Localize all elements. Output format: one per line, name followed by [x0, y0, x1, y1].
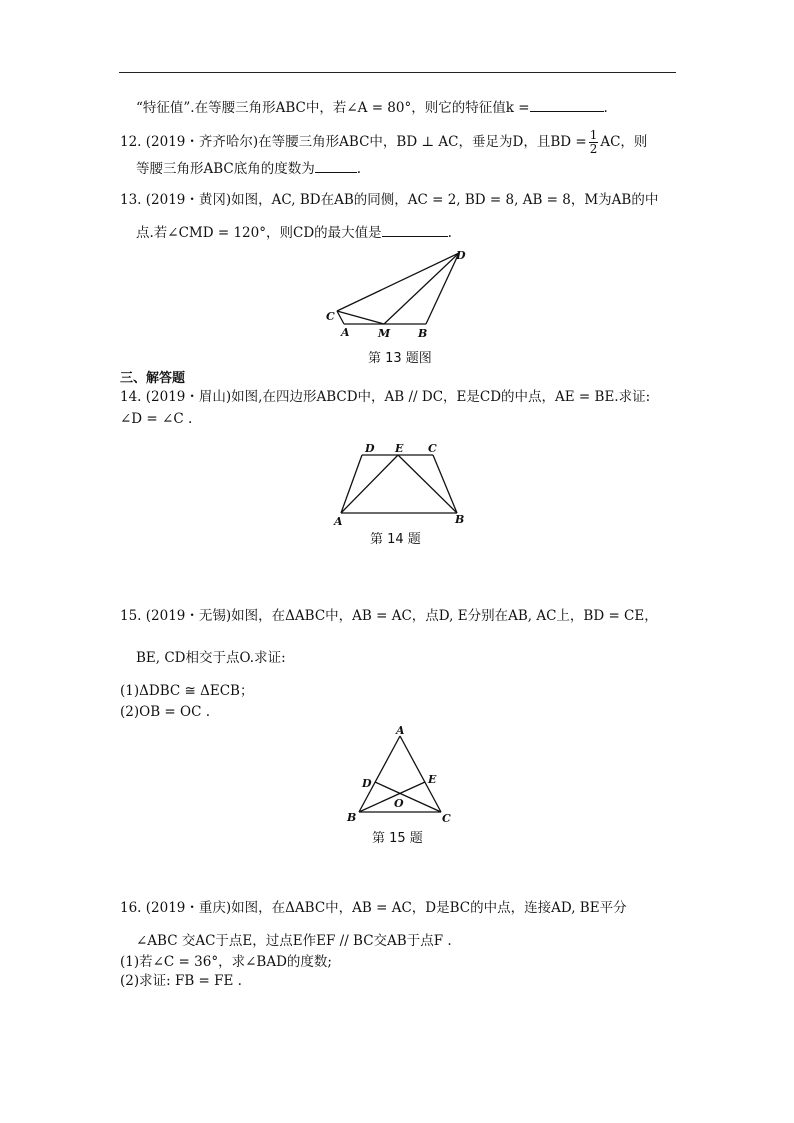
label-C: C	[428, 442, 437, 455]
label-D: D	[456, 249, 466, 262]
q14-text-line1: 14. (2019・眉山)如图,在四边形ABCD中，AB // DC，E是CD的中点，AE = BE.求证:	[120, 389, 651, 405]
figure-14-caption: 第 14 题	[370, 532, 421, 547]
q12-text-line2: 等腰三角形ABC底角的度数为	[136, 161, 315, 177]
label-A: A	[396, 724, 405, 737]
q15-text-line1: 15. (2019・无锡)如图，在ΔABC中，AB = AC，点D, E分别在AB, AC上，BD = CE，	[120, 608, 658, 624]
q12-text-a: 12. (2019・齐齐哈尔)在等腰三角形ABC中，BD ⊥ AC，垂足为D，且BD =	[120, 134, 587, 150]
q16-text-line1: 16. (2019・重庆)如图，在ΔABC中，AB = AC，D是BC的中点，连接AD, BE平分	[120, 900, 627, 916]
label-D: D	[365, 442, 375, 455]
q13-text-line2: 点.若∠CMD = 120°，则CD的最大值是	[136, 225, 382, 241]
frac-num: 1	[589, 128, 598, 142]
question-16-line3	[120, 953, 332, 971]
label-E: E	[428, 773, 437, 786]
q15-text-line4: (2)OB = OC .	[120, 704, 210, 720]
label-E: E	[395, 442, 404, 455]
q12-text-b: AC，则	[600, 134, 648, 150]
label-A: A	[334, 515, 343, 528]
segment-CD	[375, 782, 441, 812]
question-13-line2: 点.若∠CMD = 120°，则CD的最大值是 .	[136, 225, 452, 241]
q14-text-line2: ∠D = ∠C .	[120, 411, 193, 427]
label-M: M	[378, 327, 391, 340]
label-C: C	[442, 812, 451, 825]
q16-text-line3: (1)若∠C = 36°，求∠BAD的度数;	[120, 954, 332, 970]
figure-13-caption: 第 13 题图	[368, 351, 432, 366]
label-B: B	[347, 811, 357, 824]
label-O: O	[394, 797, 404, 810]
label-B: B	[418, 327, 428, 340]
question-16-line1	[120, 899, 627, 917]
q16-text-line2: ∠ABC 交AC于点E，过点E作EF // BC交AB于点F .	[136, 933, 452, 949]
question-16-line2	[136, 932, 452, 950]
q15-text-line2: BE, CD相交于点O.求证:	[136, 650, 286, 666]
question-11-text: “特征值”.在等腰三角形ABC中，若∠A = 80°，则它的特征值k = .	[136, 100, 608, 116]
section-heading: 三、解答题	[120, 371, 186, 386]
q16-text-line4: (2)求证: FB = FE .	[120, 973, 242, 989]
figure-15-caption: 第 15 题	[372, 831, 423, 846]
label-C: C	[326, 310, 335, 323]
label-D: D	[362, 777, 372, 790]
label-B: B	[455, 513, 465, 526]
q15-text-line3: (1)ΔDBC ≅ ΔECB；	[120, 683, 254, 699]
q13-text-line1: 13. (2019・黄冈)如图，AC, BD在AB的同侧，AC = 2, BD = 8, AB = 8，M为AB的中	[120, 192, 659, 208]
question-12-line2: 等腰三角形ABC底角的度数为 .	[136, 161, 362, 177]
question-16-line4	[120, 972, 242, 990]
label-A: A	[341, 326, 350, 339]
q11-text: “特征值”.在等腰三角形ABC中，若∠A = 80°，则它的特征值k =	[136, 100, 530, 116]
frac-den: 2	[589, 142, 598, 156]
